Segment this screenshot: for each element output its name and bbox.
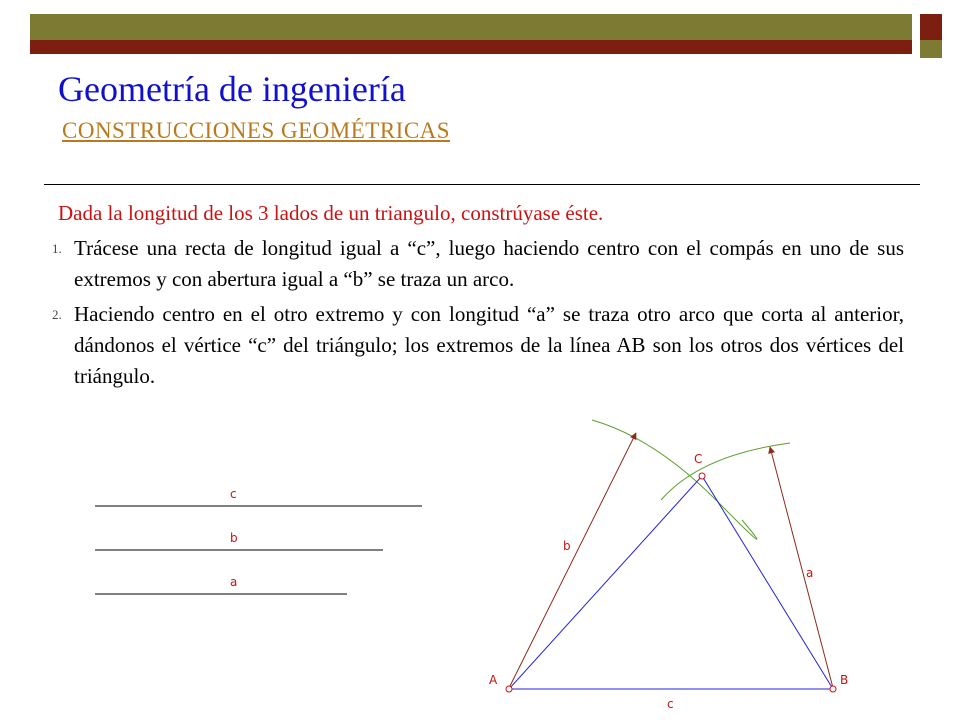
side-a-label: a [806,566,814,580]
step-text: Haciendo centro en el otro extremo y con longitud “a” se traza otro arco que corta al anterior, dándonos el vértice “c” del triángulo; los extremos de la línea AB son los otros dos vértices del triángulo. [74,302,904,388]
arc-b [592,420,757,539]
segment-a-label: a [230,575,238,589]
slide-title: Geometría de ingeniería [58,69,406,109]
vertex-a-point [506,686,512,692]
segment-c-label: c [230,487,237,501]
lead-text: Dada la longitud de los 3 lados de un triangulo, constrúyase éste. [58,201,604,225]
radius-a-arrow [770,447,833,688]
vertex-a-label: A [489,673,498,687]
radius-b-arrow [509,433,636,688]
vertex-b-point [830,686,836,692]
vertex-c-label: C [694,452,703,466]
step-text: Trácese una recta de longitud igual a “c”, luego haciendo centro con el compás en uno de sus extremos y con abertura igual a “b” se traza un arco. [74,236,904,291]
segment-b-label: b [230,531,238,545]
triangle-abc [509,476,833,689]
vertex-c-point [699,473,705,479]
step-number: 1. [52,241,62,256]
side-b-label: b [563,539,571,553]
vertex-b-label: B [840,673,849,687]
slide-subtitle: CONSTRUCCIONES GEOMÉTRICAS [62,118,451,143]
arc-a [661,443,790,500]
step-number: 2. [52,307,62,322]
side-c-label: c [667,697,674,711]
